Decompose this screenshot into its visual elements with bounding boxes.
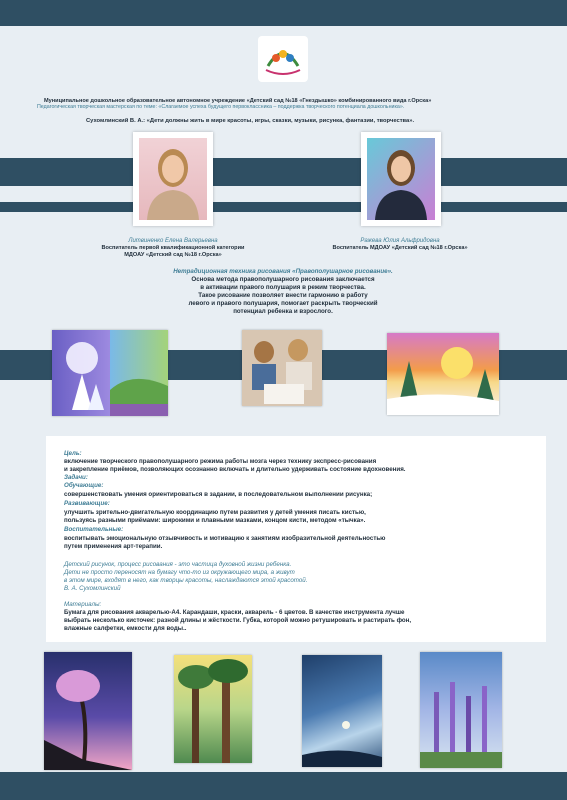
- up-line-1: воспитывать эмоциональную отзывчивость и мотивацию к занятиям изобразительной деятельностью: [64, 535, 386, 542]
- painting-lavender: [420, 652, 502, 768]
- dev-line-1: улучшить зрительно-двигательную координацию путем развития у детей умения писать кистью,: [64, 509, 366, 516]
- technique-line-3: Такое рисование позволяет внести гармонию в работу: [198, 292, 368, 299]
- teacher-2-role: Воспитатель МДОАУ «Детский сад №18 г.Орска»: [332, 245, 468, 251]
- painting-forest: [174, 655, 252, 763]
- up-label: Воспитательные:: [64, 526, 124, 533]
- band-teachers: [0, 158, 567, 186]
- dev-line-2: пользуясь разными приёмами: широкими и плавными мазками, концом кисти, методом «тычка».: [64, 517, 366, 524]
- edu-text: совершенствовать умения ориентироваться в задании, в последовательном выполнении рисунка;: [64, 491, 373, 498]
- materials-label: Материалы:: [64, 601, 102, 608]
- painting-night-sky: [302, 655, 382, 767]
- goal-label: Цель:: [64, 450, 82, 457]
- goal-line-1: включение творческого правополушарного режима работы мозга через технику экспресс-рисования: [64, 458, 377, 465]
- citation-line-3: в этом мире, входят в него, как творцы красоты, наслаждаются этой красотой.: [64, 577, 308, 584]
- teacher-1-role: Воспитатель первой квалификационной категории: [101, 245, 245, 251]
- technique-line-5: потенциал ребенка и взрослого.: [233, 308, 333, 315]
- teacher-1-name: Литвиненко Елена Валерьевна: [128, 238, 218, 244]
- goal-line-2: и закрепление приёмов, позволяющих осознанно включать и длительно удерживать состояние вдохновения.: [64, 466, 406, 473]
- materials-line-1: Бумага для рисования акварелью-А4. Карандаши, краски, акварель - 6 цветов. В качестве инструмента лучше: [64, 609, 405, 616]
- painting-winter-landscape: [52, 330, 168, 416]
- workshop-title: Педагогическая творческая мастерская по теме: «Слагаемое успеха будущего первоклассника – поддержка творческого потенциала дошкольника».: [37, 104, 405, 110]
- top-band: [0, 0, 567, 26]
- painting-blossom-tree: [44, 652, 132, 770]
- teacher-1-org: МДОАУ «Детский сад №18 г.Орска»: [124, 252, 222, 258]
- technique-line-2: в активации правого полушария в режим творчества.: [200, 284, 366, 291]
- band-teachers-2: [0, 202, 567, 212]
- technique-title: Нетрадиционная техника рисования «Правополушарное рисование».: [173, 268, 393, 275]
- photo-children-drawing: [242, 330, 322, 406]
- citation-line-2: Дети не просто переносят на бумагу что-то из окружающего мира, а живут: [64, 569, 295, 576]
- up-line-2: путем применения арт-терапии.: [64, 543, 163, 550]
- painting-winter-sunset: [387, 333, 499, 415]
- tasks-label: Задачи:: [64, 474, 88, 481]
- dev-label: Развивающие:: [64, 500, 110, 507]
- bottom-band: [0, 772, 567, 800]
- citation-line-1: Детский рисунок, процесс рисования - это частица духовной жизни ребенка.: [64, 561, 292, 568]
- technique-line-1: Основа метода правополушарного рисования заключается: [191, 276, 375, 283]
- teacher-photo-1: [139, 138, 207, 220]
- materials-line-2: выбрать несколько кисточек: разной длины и жёсткости. Губка, которой можно ретушировать и растирать фон,: [64, 617, 412, 624]
- teacher-2-name: Ражева Юлия Альфридовна: [360, 238, 440, 244]
- quote-text: Сухомлинский В. А.: «Дети должны жить в мире красоты, игры, сказки, музыки, рисунка, фантазии, творчества».: [86, 118, 415, 124]
- technique-line-4: левого и правого полушария, помогает раскрыть творческий: [188, 300, 378, 307]
- materials-line-3: влажные салфетки, емкости для воды..: [64, 625, 187, 632]
- teacher-photo-2: [367, 138, 435, 220]
- kindergarten-logo: [258, 36, 308, 82]
- citation-author: В. А. Сухомлинский: [64, 585, 121, 592]
- institution-title: Муниципальное дошкольное образовательное автономное учреждение «Детский сад №18 «Гнездышко» комбинированного вида г.Орска»: [44, 98, 432, 104]
- edu-label: Обучающие:: [64, 482, 104, 489]
